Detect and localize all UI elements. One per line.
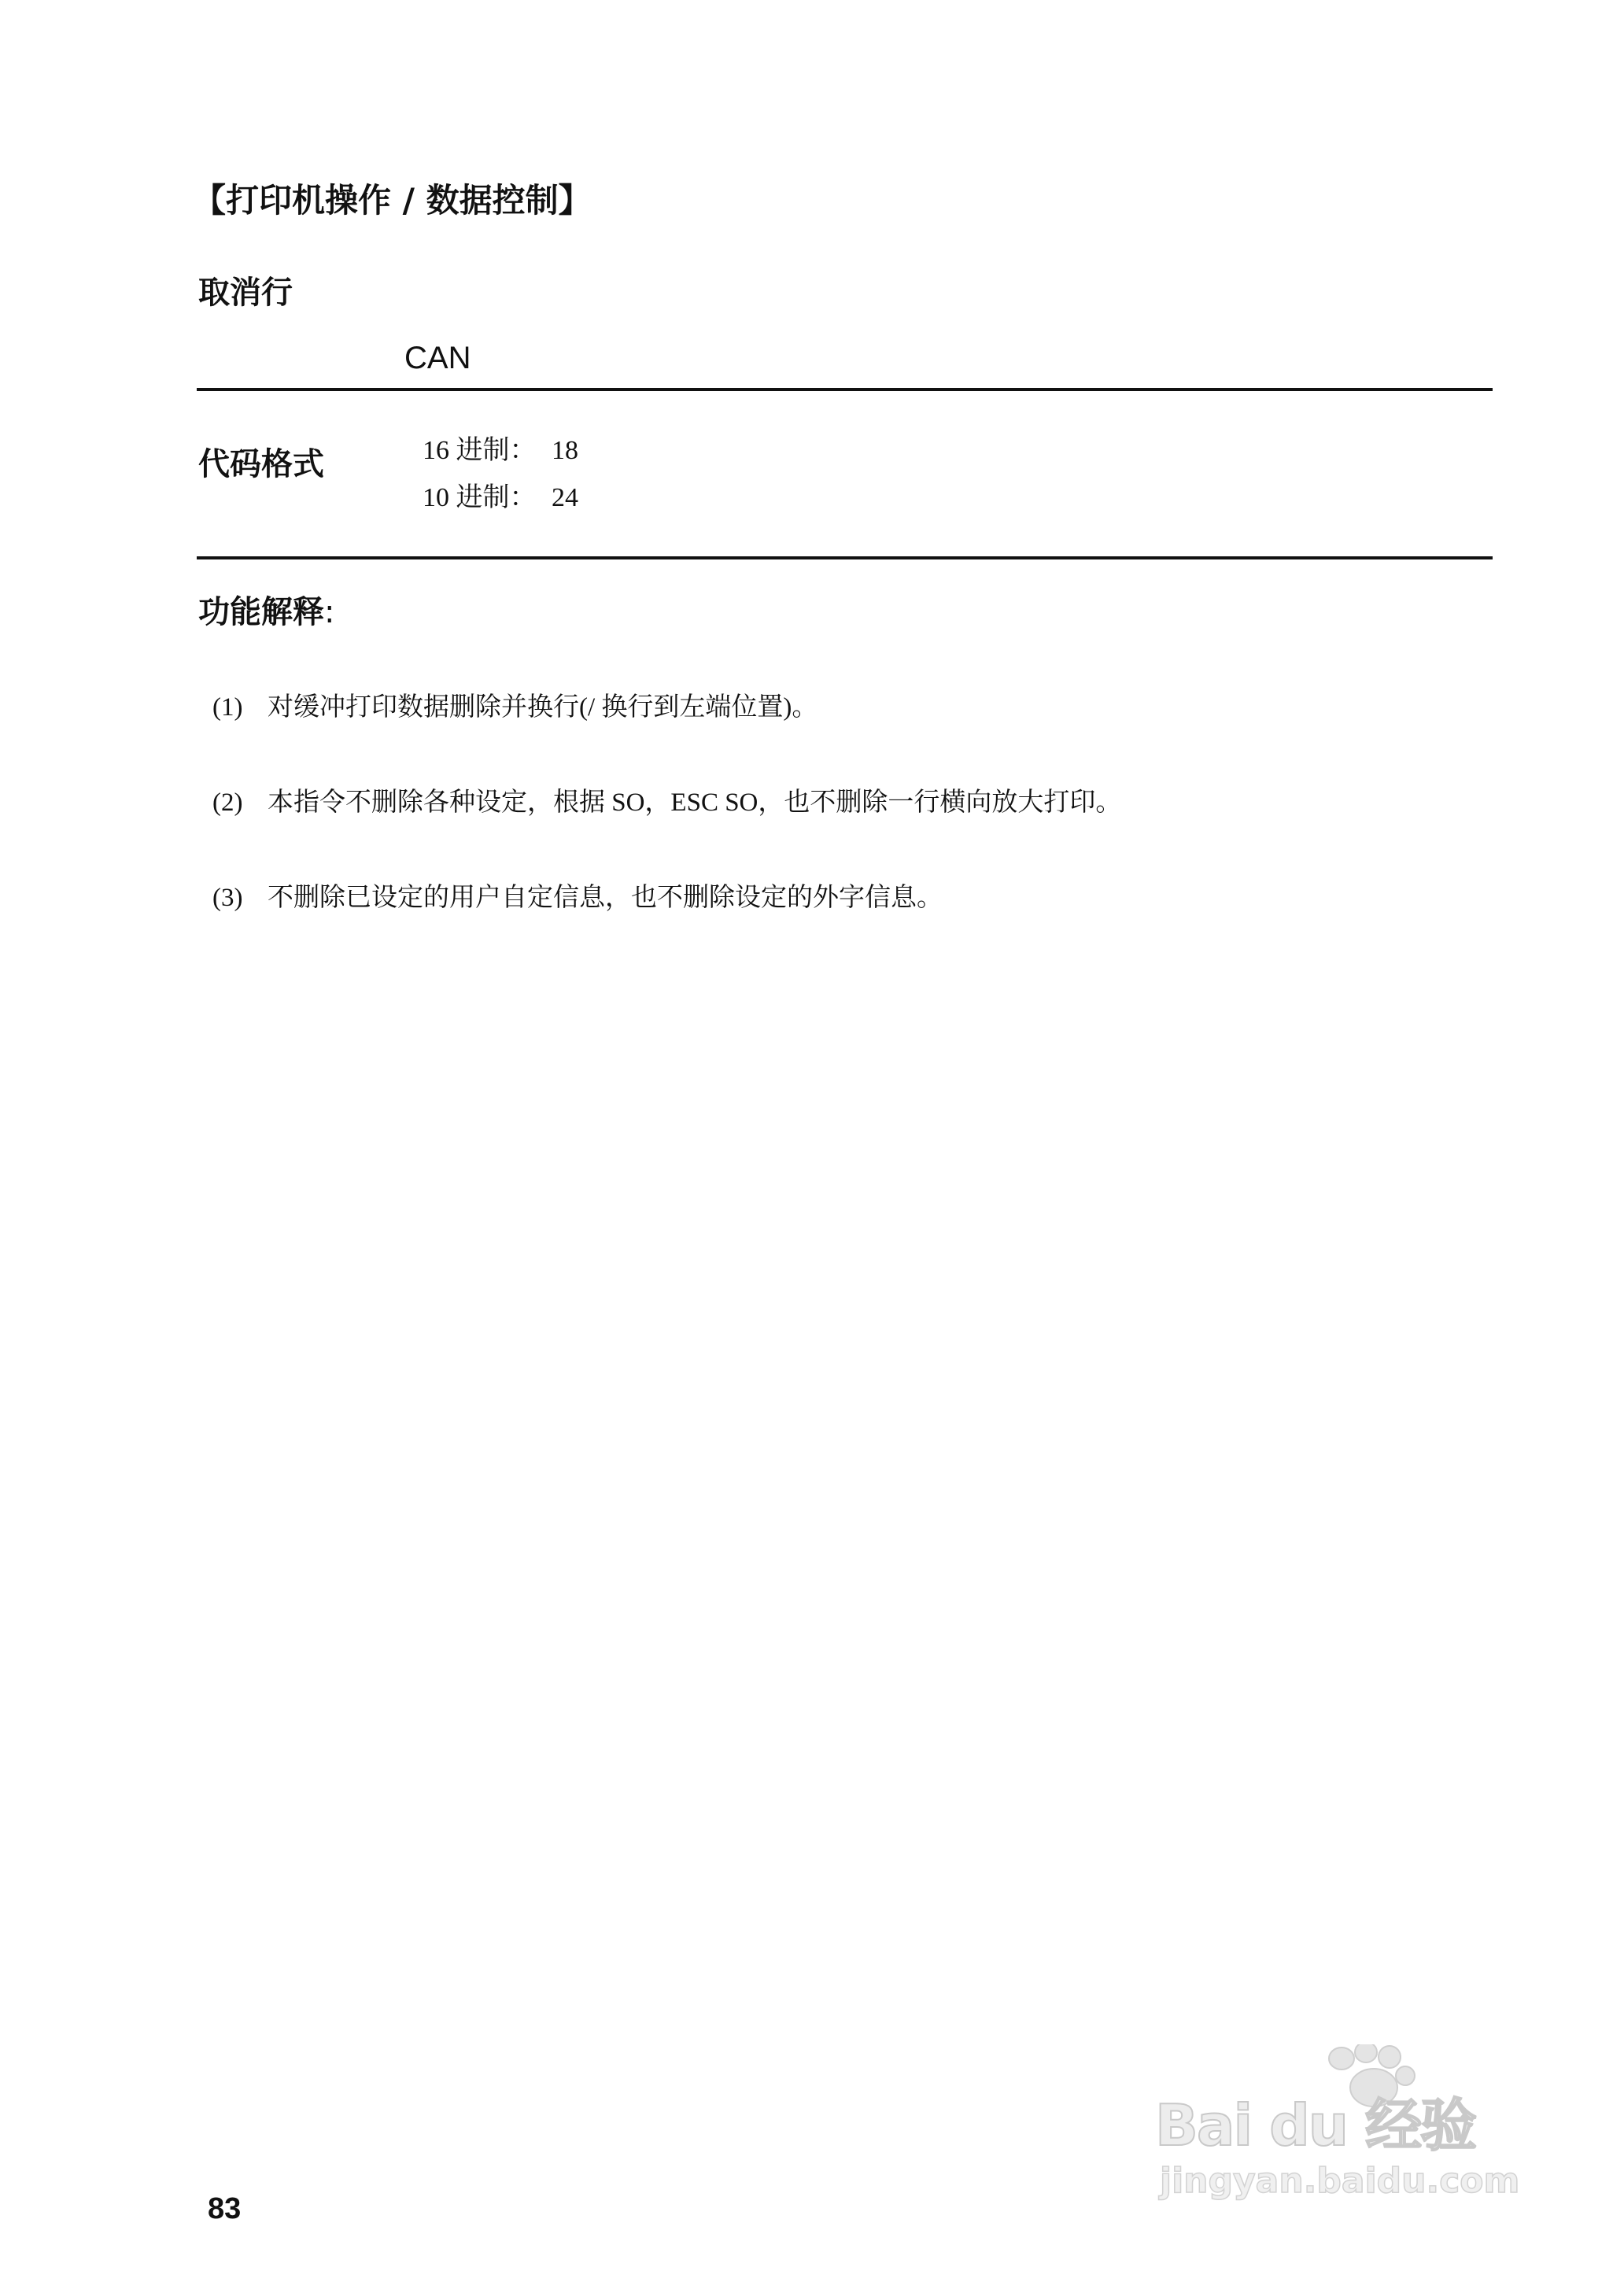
section-title: 【打印机操作 / 数据控制】: [193, 181, 592, 220]
note-item: [212, 785, 1121, 821]
code-format-label: 代码格式: [198, 446, 324, 482]
note-text: 不删除已设定的用户自定信息，也不删除设定的外字信息。: [268, 884, 943, 912]
watermark-url: jingyan.baidu.com: [1160, 2161, 1520, 2201]
code-base-label: 16 进制：: [423, 436, 537, 465]
top-divider: [197, 388, 1493, 391]
function-label: [198, 590, 334, 634]
note-number: (1): [212, 693, 243, 722]
baidu-jingyan-watermark: [1155, 2044, 1548, 2202]
function-label-colon: :: [324, 594, 335, 630]
code-row-hex: [423, 433, 578, 469]
code-value: 24: [552, 483, 578, 512]
code-row-dec: [423, 480, 578, 516]
code-base-label: 10 进制：: [423, 483, 537, 512]
code-value: 18: [552, 436, 578, 465]
note-text: 对缓冲打印数据删除并换行(/ 换行到左端位置)。: [268, 693, 818, 722]
watermark-brand: Bai du 经验: [1155, 2092, 1476, 2158]
command-mnemonic: CAN: [404, 341, 471, 375]
note-text: 本指令不删除各种设定，根据 SO，ESC SO，也不删除一行横向放大打印。: [268, 788, 1122, 817]
command-name: 取消行: [198, 275, 293, 311]
note-item: [212, 880, 943, 916]
bottom-divider: [197, 556, 1493, 559]
note-number: (3): [212, 884, 243, 912]
function-label-text: 功能解释: [198, 594, 324, 630]
note-number: (2): [212, 788, 243, 817]
page-number: 83: [208, 2192, 242, 2225]
note-item: [212, 689, 818, 726]
